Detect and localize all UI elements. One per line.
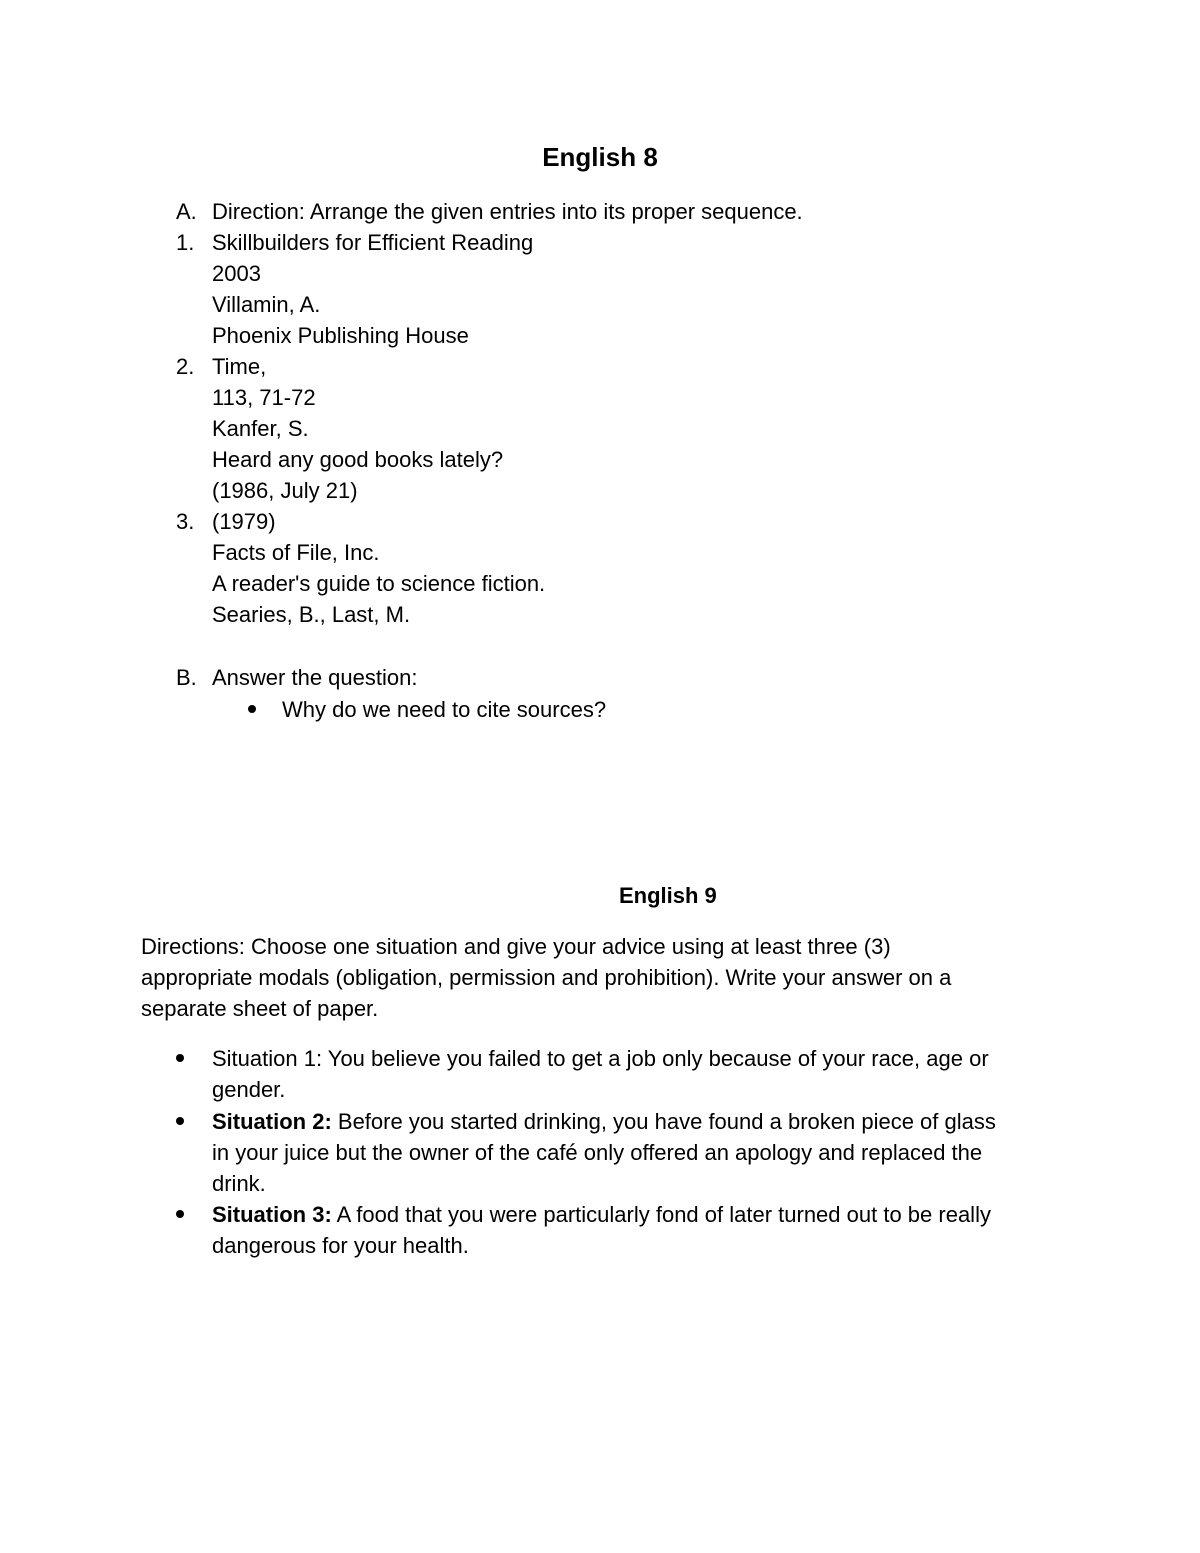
entry-3 xyxy=(176,506,276,537)
situation-3-first-line xyxy=(212,1199,991,1230)
bullet-icon xyxy=(176,1054,184,1062)
entry-1-line: Villamin, A. xyxy=(212,292,321,317)
entry-3-marker: 3. xyxy=(176,509,195,534)
directions-line: Directions: Choose one situation and give your advice using at least three (3) xyxy=(141,934,891,959)
entry-1-line: Skillbuilders for Efficient Reading xyxy=(212,230,534,255)
situation-3-line: A food that you were particularly fond of later turned out to be really xyxy=(331,1202,991,1227)
situation-3-line: dangerous for your health. xyxy=(212,1233,469,1258)
situation-1-line: gender. xyxy=(212,1077,286,1102)
entry-2-line: Kanfer, S. xyxy=(212,416,309,441)
bullet-icon xyxy=(248,705,256,713)
entry-3-line: (1979) xyxy=(212,509,276,534)
entry-1 xyxy=(176,227,533,258)
english-8-title: English 8 xyxy=(542,142,658,172)
directions-line: separate sheet of paper. xyxy=(141,996,379,1021)
situation-1-line: Situation 1: You believe you failed to get a job only because of your race, age or xyxy=(212,1046,989,1071)
bullet-icon xyxy=(176,1117,184,1125)
situation-2-line: in your juice but the owner of the café only offered an apology and replaced the xyxy=(212,1140,983,1165)
situation-2-first-line xyxy=(212,1106,996,1137)
entry-2 xyxy=(176,351,266,382)
entry-1-line: 2003 xyxy=(212,261,261,286)
part-b-marker: B. xyxy=(176,665,197,690)
entry-3-line: Facts of File, Inc. xyxy=(212,540,380,565)
entry-2-line: Time, xyxy=(212,354,267,379)
entry-2-line: 113, 71-72 xyxy=(212,385,316,410)
entry-1-line: Phoenix Publishing House xyxy=(212,323,469,348)
situation-2-line: Before you started drinking, you have found a broken piece of glass xyxy=(331,1109,996,1134)
part-b-question xyxy=(176,662,417,693)
part-b-bullet-question: Why do we need to cite sources? xyxy=(282,697,607,722)
situation-3-label: Situation 3: xyxy=(212,1202,332,1227)
part-b-text: Answer the question: xyxy=(212,665,418,690)
english-9-title: English 9 xyxy=(619,883,717,908)
situation-2-line: drink. xyxy=(212,1171,266,1196)
entry-1-marker: 1. xyxy=(176,230,195,255)
entry-3-line: A reader's guide to science fiction. xyxy=(212,571,546,596)
entry-2-line: (1986, July 21) xyxy=(212,478,358,503)
bullet-icon xyxy=(176,1210,184,1218)
part-a-marker: A. xyxy=(176,199,197,224)
directions-line: appropriate modals (obligation, permission and prohibition). Write your answer on a xyxy=(141,965,952,990)
situation-2-label: Situation 2: xyxy=(212,1109,332,1134)
part-a-direction xyxy=(176,196,803,227)
entry-2-line: Heard any good books lately? xyxy=(212,447,504,472)
entry-2-marker: 2. xyxy=(176,354,195,379)
part-a-text: Direction: Arrange the given entries into its proper sequence. xyxy=(212,199,803,224)
entry-3-line: Searies, B., Last, M. xyxy=(212,602,411,627)
